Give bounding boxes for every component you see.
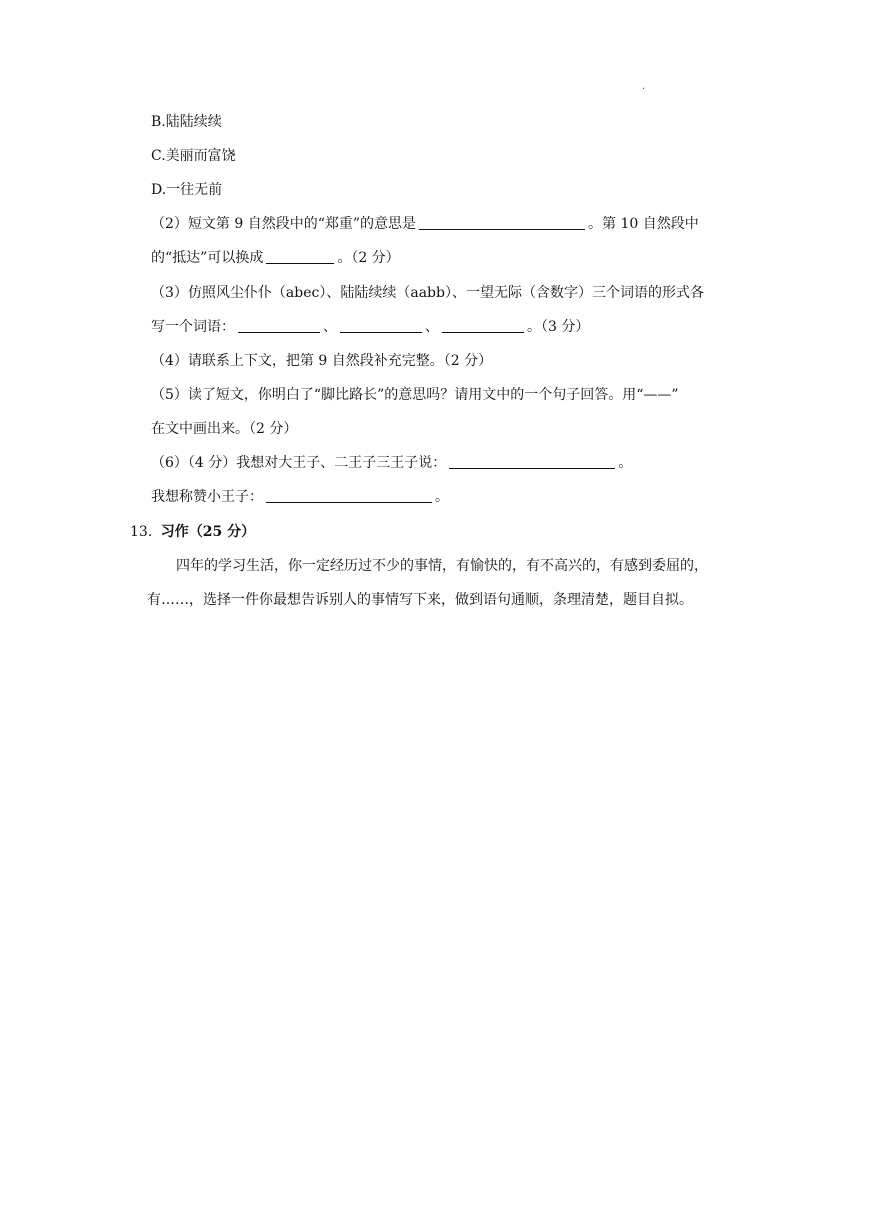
question-6-text-c: 我想称赞小王子： — [151, 489, 263, 505]
question-3-sep-2: 、 — [425, 319, 439, 335]
answer-blank-q6-little-prince[interactable] — [266, 488, 432, 503]
section-13-heading — [130, 522, 255, 542]
answer-blank-q3-3[interactable] — [442, 318, 524, 333]
answer-blank-q2-meaning[interactable] — [419, 215, 585, 230]
answer-blank-q2-replace[interactable] — [266, 249, 334, 264]
question-5-line-1: （5）读了短文，你明白了“脚比路长”的意思吗？请用文中的一个句子回答。用“——” — [151, 387, 679, 403]
question-2-line-1 — [151, 214, 699, 234]
question-6-text-d: 。 — [435, 489, 449, 505]
option-b: B.陆陆续续 — [151, 114, 222, 130]
answer-blank-q3-2[interactable] — [340, 318, 422, 333]
option-d: D.一往无前 — [151, 182, 223, 198]
question-2-text-c: 的“抵达”可以换成 — [151, 250, 264, 266]
section-13-title: 习作（25 分） — [160, 524, 256, 540]
question-3-sep-1: 、 — [323, 319, 337, 335]
question-6-text-b: 。 — [618, 455, 633, 471]
question-3-line-1: （3）仿照风尘仆仆（abec）、陆陆续续（aabb）、一望无际（含数字）三个词语的形式各 — [151, 285, 704, 301]
question-2-text-b: 。第 10 自然段中 — [588, 216, 699, 232]
question-3-line-2 — [151, 317, 589, 337]
section-13-paragraph-line-1: 四年的学习生活，你一定经历过不少的事情，有愉快的，有不高兴的，有感到委屈的， — [176, 558, 708, 574]
header-mark: . — [642, 81, 646, 92]
question-6-line-2 — [151, 487, 449, 507]
question-2-text-d: 。（2 分） — [337, 250, 400, 266]
question-3-text-a: 写一个词语： — [151, 319, 235, 335]
question-6-text-a: （6）（4 分）我想对大王子、二王子三王子说： — [151, 455, 447, 471]
question-6-line-1 — [151, 453, 632, 473]
option-c: C.美丽而富饶 — [151, 148, 236, 164]
question-3-text-end: 。（3 分） — [527, 319, 590, 335]
section-13-paragraph-line-2: 有……，选择一件你最想告诉别人的事情写下来，做到语句通顺，条理清楚，题目自拟。 — [147, 592, 693, 608]
question-2-line-2 — [151, 248, 400, 268]
answer-blank-q6-princes[interactable] — [449, 454, 615, 469]
question-4: （4）请联系上下文，把第 9 自然段补充完整。（2 分） — [151, 353, 493, 369]
question-5-line-2: 在文中画出来。（2 分） — [151, 421, 298, 437]
question-2-text-a: （2）短文第 9 自然段中的“郑重”的意思是 — [151, 216, 417, 232]
answer-blank-q3-1[interactable] — [238, 318, 320, 333]
section-13-number: 13. — [130, 524, 153, 540]
